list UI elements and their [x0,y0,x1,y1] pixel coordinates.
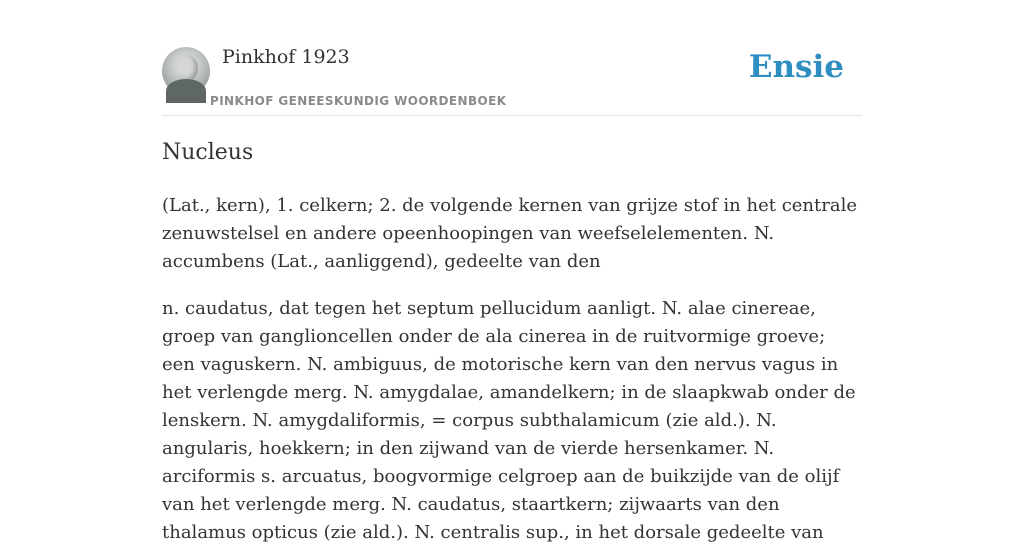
avatar-head-shape [176,55,198,81]
brand-logo-link[interactable]: Ensie [748,49,844,85]
header [162,0,862,116]
entry-paragraph-2: n. caudatus, dat tegen het septum pellucidum aanligt. N. alae cinereae, groep van ganglioncellen onder de ala cinerea in de ruitvormige groeve; een vaguskern. N. ambiguus, de motorische kern van den nervus vagus in het verlengde merg. N. amygdalae, amandelkern; in de slaapkwab onder de lenskern. N. amygdaliformis, = corpus subthalamicum (zie ald.). N. angularis, hoekkern; in den zijwand van de vierde hersenkamer. N. arciformis s. arcuatus, boogvormige celgroep aan de buikzijde van de olijf van het verlengde merg. N. caudatus, staartkern; zijwaarts van den thalamus opticus (zie ald.). N. centralis sup., in het dorsale gedeelte van [162,298,856,543]
entry-title: Nucleus [162,140,254,165]
source-title-link[interactable]: Pinkhof 1923 [222,46,350,68]
source-subtitle: PINKHOF GENEESKUNDIG WOORDENBOEK [210,94,507,108]
content-container [162,0,862,543]
portrait-avatar-icon[interactable] [162,47,210,95]
avatar-body-shape [166,79,206,103]
entry-paragraph-1: (Lat., kern), 1. celkern; 2. de volgende kernen van grijze stof in het centrale zenuwstelsel en andere opeenhoopingen van weefselelementen. N. accumbens (Lat., aanliggend), gedeelte van den [162,195,858,272]
